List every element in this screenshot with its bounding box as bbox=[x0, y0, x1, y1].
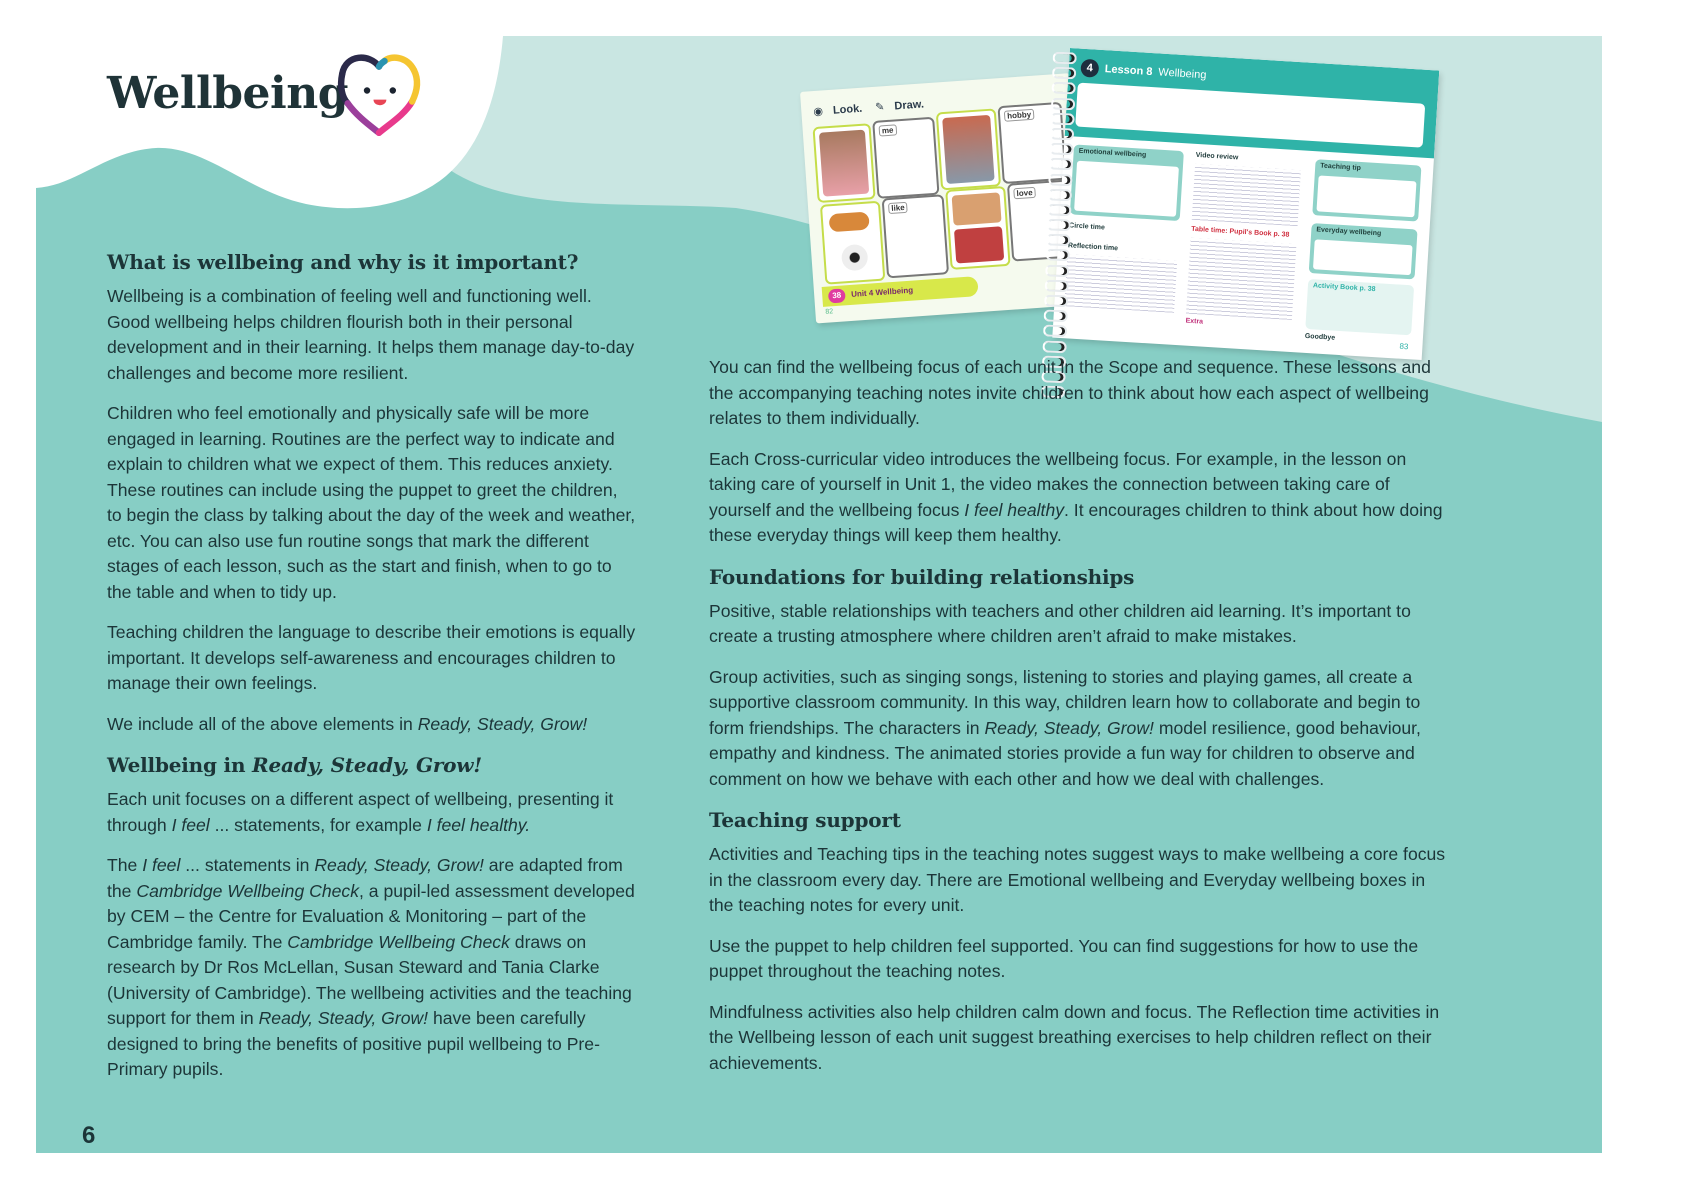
paragraph bbox=[709, 447, 1454, 549]
text-run: Wellbeing in bbox=[107, 753, 253, 777]
cell-label: me bbox=[879, 124, 897, 136]
text-run: Group activities, such as singing songs, listening to stories and playing games, all create a supportive classroom community. In this way, children learn how to collaborate and begin to form friendships. The characters in bbox=[709, 666, 1421, 738]
box-title: Emotional wellbeing bbox=[1078, 147, 1147, 159]
paragraph: Use the puppet to help children feel supported. You can find suggestions for how to use the puppet throughout the teaching notes. bbox=[709, 935, 1419, 981]
paragraph: Children who feel emotionally and physically safe will be more engaged in learning. Routines are the perfect way to indicate and explain to children what we expect of them. This reduces anxiety. These routines can include using the puppet to greet the children, to begin the class by talking about the day of the week and weather, etc. You can also use fun routine songs that mark the different stages of each lesson, such as the start and finish, when to go to the table and when to tidy up. bbox=[107, 403, 636, 602]
text-run: . It encourages children to think about how doing these everyday things will keep them healthy. bbox=[709, 499, 1443, 545]
smiling-heart-icon bbox=[332, 50, 426, 142]
text-run: Each Cross-curricular video introduces the wellbeing focus. For example, in the lesson on taking care of yourself in Unit 1, the video makes the connection between taking care of yourself and the wellbeing focus bbox=[709, 448, 1407, 520]
title-italic: Cambridge Wellbeing Check bbox=[287, 931, 510, 952]
unit-footer-text: Unit 4 Wellbeing bbox=[850, 285, 914, 299]
paragraph bbox=[107, 853, 637, 1083]
left-column bbox=[107, 245, 637, 1098]
cell-label: hobby bbox=[1004, 109, 1035, 122]
draw-cell-like bbox=[882, 194, 949, 278]
text-italic: I feel healthy. bbox=[426, 814, 531, 835]
teaching-tip-box bbox=[1312, 159, 1421, 221]
text-run: have been carefully designed to bring the benefits of positive pupil wellbeing to Pre-Primary pupils. bbox=[107, 1008, 600, 1079]
text-italic: I feel bbox=[142, 855, 181, 875]
text-run: We include all of the above elements in bbox=[107, 713, 418, 734]
page-badge: 38 bbox=[828, 288, 846, 303]
title-italic: Ready, Steady, Grow! bbox=[417, 713, 588, 734]
title-italic: Ready, Steady, Grow! bbox=[252, 753, 482, 777]
pupils-book-page bbox=[800, 73, 1086, 323]
activity-book-box bbox=[1305, 279, 1414, 335]
left-page-number: 82 bbox=[825, 308, 834, 316]
title-italic: Ready, Steady, Grow! bbox=[258, 1008, 429, 1028]
emotional-wellbeing-box bbox=[1070, 144, 1184, 221]
reflection-time-heading: Reflection time bbox=[1067, 242, 1119, 253]
text-run: ... statements, for example bbox=[209, 814, 427, 835]
photo-cell-boy bbox=[936, 108, 1001, 190]
draw-cell-me bbox=[872, 117, 939, 199]
title-italic: Ready, Steady, Grow! bbox=[314, 855, 484, 875]
paragraph bbox=[107, 787, 637, 838]
paragraph: Wellbeing is a combination of feeling well and functioning well. Good wellbeing helps children flourish both in their personal development and in their learning. It helps them manage day-to-day challenges and become more resilient. bbox=[107, 286, 635, 383]
box-title: Teaching tip bbox=[1320, 162, 1362, 172]
text-italic: I feel bbox=[171, 814, 210, 835]
video-review-heading: Video review bbox=[1195, 151, 1239, 162]
page-number: 6 bbox=[82, 1122, 96, 1149]
text-run: ... statements in bbox=[180, 855, 315, 875]
activity-instructions bbox=[813, 97, 934, 118]
text-run: model resilience, good behaviour, empathy and kindness. The animated stories provide a fun way for children to observe and comment on how we behave with each other and how we deal with challenges. bbox=[709, 717, 1421, 789]
section-heading-what-is-wellbeing: What is wellbeing and why is it important? bbox=[107, 250, 579, 274]
text-run: are adapted from the bbox=[107, 855, 623, 901]
pencil-icon: ✎ bbox=[874, 101, 885, 114]
look-label: Look. bbox=[832, 102, 863, 117]
everyday-wellbeing-box bbox=[1309, 223, 1418, 279]
table-time-heading: Table time: Pupil's Book p. 38 bbox=[1190, 225, 1290, 239]
lesson-number: Lesson 8 bbox=[1104, 63, 1153, 79]
right-page-number: 83 bbox=[1399, 341, 1409, 352]
unit-number-badge: 4 bbox=[1080, 59, 1099, 78]
draw-label: Draw. bbox=[894, 98, 925, 113]
page-title: Wellbeing bbox=[107, 68, 348, 119]
paragraph bbox=[709, 665, 1454, 793]
section-heading-teaching-support: Teaching support bbox=[709, 808, 901, 832]
paragraph: Mindfulness activities also help children calm down and focus. The Reflection time activities in the Wellbeing lesson of each unit suggest breathing exercises to help children reflect on their achievements. bbox=[709, 1001, 1440, 1073]
paragraph: Teaching children the language to describe their emotions is equally important. It develops self-awareness and encourages children to manage their own feelings. bbox=[107, 622, 636, 693]
text-run: draws on research by Dr Ros McLellan, Susan Steward and Tania Clarke (University of Cambridge). The wellbeing activities and the teaching support for them in bbox=[107, 931, 632, 1028]
section-heading-wellbeing-in-rsg bbox=[107, 752, 637, 778]
section-heading-foundations: Foundations for building relationships bbox=[709, 564, 1135, 589]
lesson-topic: Wellbeing bbox=[1157, 66, 1207, 82]
photo-cell-girl bbox=[812, 123, 875, 203]
white-blob bbox=[36, 36, 503, 208]
text-run: Each unit focuses on a different aspect of wellbeing, presenting it through bbox=[107, 789, 614, 835]
right-column bbox=[709, 355, 1454, 1091]
paragraph: You can find the wellbeing focus of each unit in the Scope and sequence. These lessons and the accompanying teaching notes invite children to think about how each aspect of wellbeing relates to them individually. bbox=[709, 357, 1431, 428]
title-italic: Cambridge Wellbeing Check bbox=[136, 880, 359, 901]
text-italic: I feel healthy bbox=[964, 499, 1065, 520]
look-icon: ◉ bbox=[813, 105, 824, 119]
box-title: Everyday wellbeing bbox=[1316, 226, 1382, 238]
photo-cell-cat-family bbox=[945, 186, 1010, 270]
goodbye-heading: Goodbye bbox=[1304, 332, 1336, 342]
title-italic: Ready, Steady, Grow! bbox=[984, 717, 1154, 738]
teachers-notes-page bbox=[1052, 48, 1439, 360]
cell-label: like bbox=[888, 202, 908, 214]
photo-cell-pizza-ball bbox=[820, 201, 885, 285]
cell-label: love bbox=[1013, 187, 1036, 200]
paragraph bbox=[107, 712, 637, 738]
text-run: , a pupil-led assessment developed by CEM – the Centre for Evaluation & Monitoring – part of the Cambridge family. The bbox=[107, 880, 635, 952]
paragraph: Activities and Teaching tips in the teaching notes suggest ways to make wellbeing a core focus in the classroom every day. There are Emotional wellbeing and Everyday wellbeing boxes in the teaching notes for every unit. bbox=[709, 844, 1446, 915]
paragraph: Positive, stable relationships with teachers and other children aid learning. It’s important to create a trusting atmosphere where children aren’t afraid to make mistakes. bbox=[709, 600, 1411, 646]
text-run: The bbox=[107, 855, 143, 875]
box-title: Activity Book p. 38 bbox=[1312, 282, 1376, 294]
circle-time-heading: Circle time bbox=[1068, 222, 1106, 232]
extra-heading: Extra bbox=[1185, 317, 1204, 326]
